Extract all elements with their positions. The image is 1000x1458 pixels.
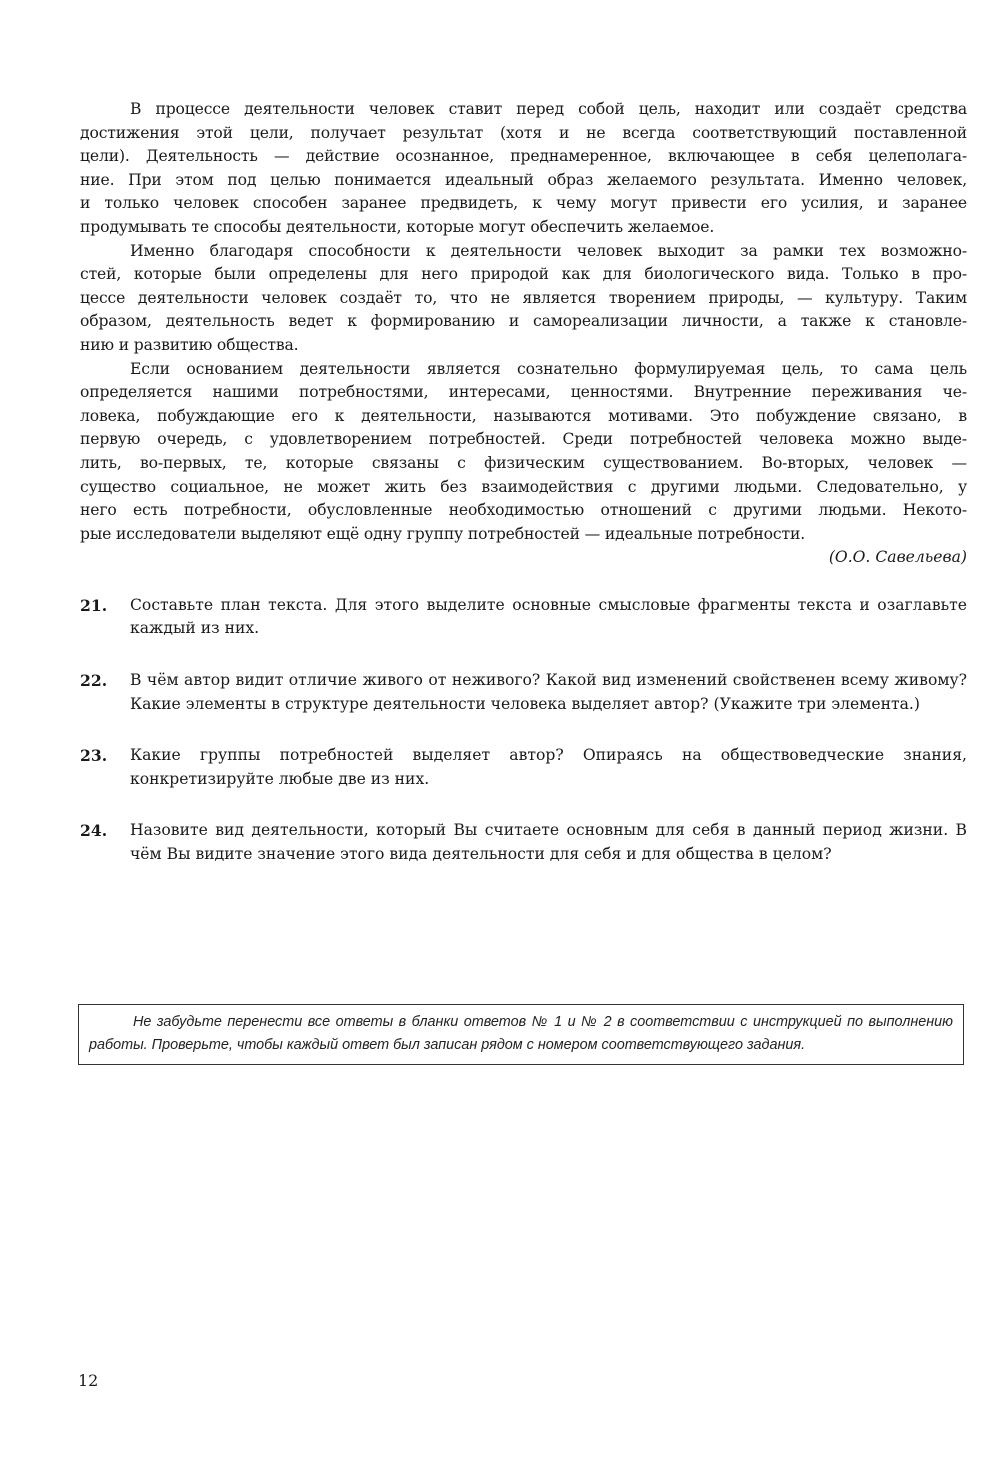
text-line: определяется нашими потребностями, интересами, ценностями. Внутренние переживания че- [80,383,967,402]
task-text: Какие группы потребностей выделяет автор? Опираясь на обществоведческие знания, конкретизируйте любые две из них. [130,746,967,788]
task-text: Составьте план текста. Для этого выделите основные смысловые фрагменты текста и озаглавьте каждый из них. [130,595,967,638]
text-line: Именно благодаря способности к деятельности человек выходит за рамки тех возможно- [130,241,967,260]
task-number: 24. [80,821,108,841]
task-number: 21. [80,595,108,615]
text-line: него есть потребности, обусловленные необходимостью отношений с другими людьми. Некото- [80,501,967,520]
instructions-notice-box [78,1004,964,1065]
task-number: 22. [80,671,108,691]
passage [80,98,967,570]
task-list [80,594,967,867]
task-text: В чём автор видит отличие живого от неживого? Какой вид изменений свойственен всему живому? Какие элементы в структуре деятельности человека выделяет автор? (Укажите три элемента.) [130,671,967,713]
text-line: лить, во-первых, те, которые связаны с физическим существованием. Во-вторых, человек — [80,453,967,472]
text-line: цессе деятельности человек создаёт то, что не является творением природы, — культуру. Таким [80,288,967,307]
task-item-22 [80,669,967,716]
text-line: В процессе деятельности человек ставит перед собой цель, находит или создаёт средства [130,100,967,118]
text-line: первую очередь, с удовлетворением потребностей. Среди потребностей человека можно выде- [80,430,967,449]
task-item-21 [80,594,967,641]
text-line: ловека, побуждающие его к деятельности, называются мотивами. Это побуждение связано, в [80,406,967,425]
text-line: достижения этой цели, получает результат (хотя и не всегда соответствующий поставленной [80,123,967,142]
task-item-23 [80,744,967,791]
text-line: стей, которые были определены для него природой как для биологического вида. Только в про- [80,265,967,284]
text-line: продумывать те способы деятельности, которые могут обеспечить желаемое. [80,217,715,236]
task-number: 23. [80,746,108,766]
passage-attribution: (О.О. Савельева) [828,548,967,567]
text-line: и только человек способен заранее предвидеть, к чему могут привести его усилия, и заранее [80,194,967,213]
text-line: нию и развитию общества. [80,335,299,354]
page-number: 12 [78,1371,99,1390]
text-line: рые исследователи выделяют ещё одну группу потребностей — идеальные потребности. [80,524,806,543]
text-line: образом, деятельность ведет к формированию и самореализации личности, а также к становле- [80,312,967,331]
text-line: Если основанием деятельности является сознательно формулируемая цель, то сама цель [130,359,967,378]
task-item-24 [80,819,967,866]
text-line: ние. При этом под целью понимается идеальный образ желаемого результата. Именно человек, [80,170,967,189]
text-line: цели). Деятельность — действие осознанное, преднамеренное, включающее в себя целеполага- [80,147,967,166]
text-line: существо социальное, не может жить без взаимодействия с другими людьми. Следовательно, у [80,477,967,496]
passage-paragraph-3 [80,358,967,547]
passage-paragraph-2 [80,240,967,358]
notice-text: Не забудьте перенести все ответы в бланки ответов № 1 и № 2 в соответствии с инструкцией по выполнению работы. Проверьте, чтобы каждый ответ был записан рядом с номером соответствующего задания. [89,1014,953,1053]
passage-paragraph-1 [80,98,967,240]
document-page [80,98,967,895]
task-text: Назовите вид деятельности, который Вы считаете основным для себя в данный период жизни. В чём Вы видите значение этого вида деятельности для себя и для общества в целом? [130,821,967,864]
